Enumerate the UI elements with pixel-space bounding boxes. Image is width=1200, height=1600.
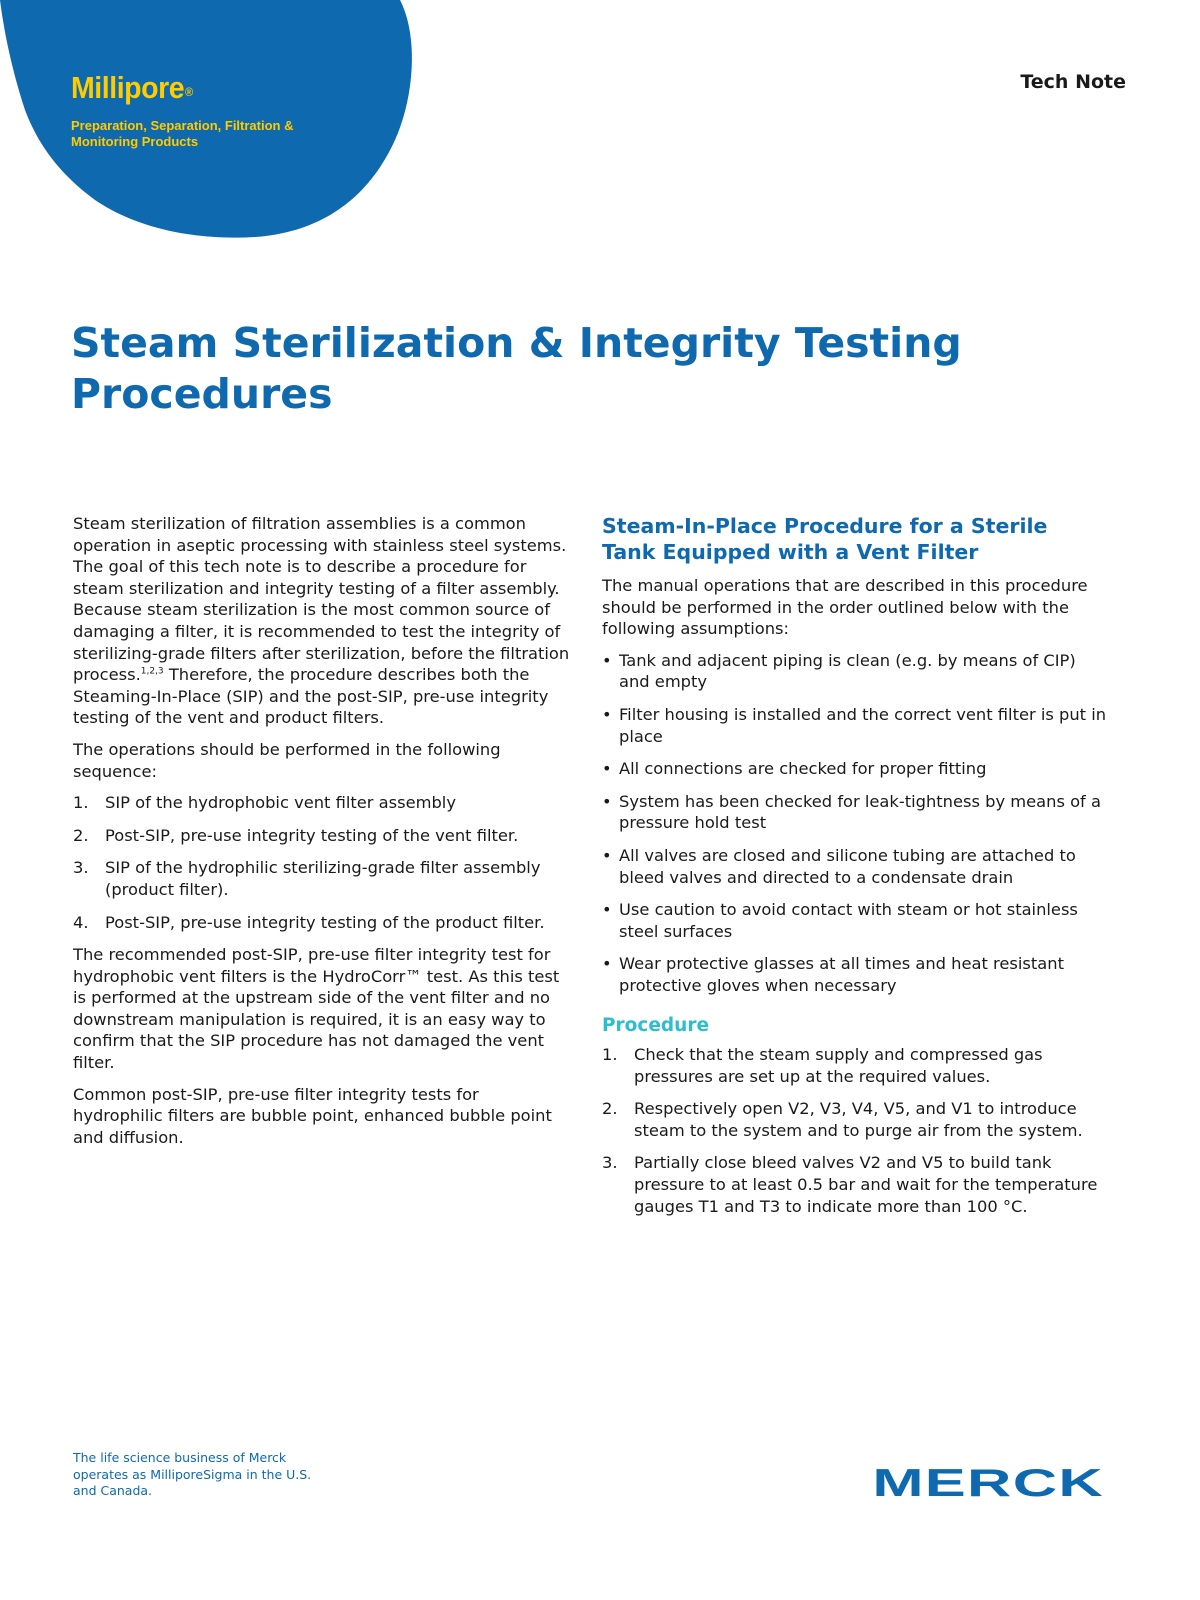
document-title: Steam Sterilization & Integrity Testing Procedures	[71, 319, 962, 418]
assumption-text: All valves are closed and silicone tubing are attached to bleed valves and directed to a condensate drain	[619, 845, 1076, 887]
procedure-step	[602, 1044, 1107, 1087]
step-number: 1.	[602, 1045, 618, 1065]
reference-superscript: 1,2,3	[140, 666, 164, 677]
bullet-icon: •	[602, 704, 612, 724]
assumption-item	[602, 845, 1107, 888]
brand-logo	[71, 70, 193, 106]
bullet-icon: •	[602, 900, 612, 920]
sequence-intro: The operations should be performed in the following sequence:	[73, 739, 501, 781]
step-number: 2.	[73, 825, 89, 845]
step-text: SIP of the hydrophilic sterilizing-grade filter assembly (product filter).	[105, 858, 541, 899]
intro-text-continued: Therefore, the procedure describes both the Steaming-In-Place (SIP) and the post-SIP, pre-use integrity testing of the vent and product filters.	[73, 665, 549, 728]
step-number: 2.	[602, 1099, 618, 1119]
sequence-step	[73, 825, 573, 847]
step-text: Check that the steam supply and compressed gas pressures are set up at the required values.	[634, 1045, 1043, 1086]
sequence-step	[73, 857, 573, 900]
procedure-step	[602, 1152, 1107, 1217]
intro-text: Steam sterilization of filtration assemblies is a common operation in aseptic processing with stainless steel systems. The goal of this tech note is to describe a procedure for steam sterilization and integrity testing of a filter assembly. Because steam sterilization is the most common source of damaging a filter, it is recommended to test the integrity of sterilizing-grade filters after sterilization, before the filtration process.	[73, 514, 570, 685]
assumption-text: Wear protective glasses at all times and heat resistant protective gloves when necessary	[619, 954, 1064, 995]
assumption-item	[602, 650, 1107, 693]
procedure-title: Procedure	[602, 1014, 709, 1036]
step-number: 3.	[73, 858, 89, 878]
assumptions-list	[602, 650, 1107, 997]
bullet-icon: •	[602, 650, 612, 670]
step-number: 1.	[73, 793, 89, 813]
section-intro: The manual operations that are described in this procedure should be performed in the order outlined below with the following assumptions:	[602, 576, 1088, 639]
bullet-icon: •	[602, 759, 612, 779]
sequence-list	[73, 792, 573, 933]
assumption-item	[602, 899, 1107, 942]
brand-tagline: Preparation, Separation, Filtration & Monitoring Products	[71, 118, 294, 149]
assumption-item	[602, 953, 1107, 996]
step-number: 4.	[73, 912, 89, 932]
intro-paragraph	[73, 513, 573, 729]
section-title: Steam-In-Place Procedure for a Sterile Tank Equipped with a Vent Filter	[602, 514, 1048, 564]
brand-name: Millipore	[71, 70, 185, 105]
sequence-step	[73, 792, 573, 814]
assumption-item	[602, 758, 1107, 780]
procedure-step	[602, 1098, 1107, 1141]
assumption-text: Filter housing is installed and the correct vent filter is put in place	[619, 704, 1107, 746]
footer-note: The life science business of Merck operates as MilliporeSigma in the U.S. and Canada.	[73, 1450, 312, 1498]
bullet-icon: •	[602, 845, 612, 865]
step-text: Respectively open V2, V3, V4, V5, and V1 to introduce steam to the system and to purge air from the system.	[634, 1099, 1083, 1140]
assumption-text: Use caution to avoid contact with steam or hot stainless steel surfaces	[619, 900, 1078, 941]
procedure-list	[602, 1044, 1107, 1217]
step-text: SIP of the hydrophobic vent filter assembly	[105, 793, 456, 813]
assumption-text: All connections are checked for proper fitting	[619, 759, 987, 779]
registered-mark: ®	[185, 85, 193, 99]
bullet-icon: •	[602, 791, 612, 811]
sequence-step	[73, 912, 573, 934]
common-tests-paragraph: Common post-SIP, pre-use filter integrity tests for hydrophilic filters are bubble point, enhanced bubble point and diffusion.	[73, 1084, 552, 1147]
step-text: Post-SIP, pre-use integrity testing of the product filter.	[105, 912, 545, 932]
assumption-text: System has been checked for leak-tightness by means of a pressure hold test	[619, 791, 1101, 833]
step-text: Partially close bleed valves V2 and V5 to build tank pressure to at least 0.5 bar and wait for the temperature gauges T1 and T3 to indicate more than 100 °C.	[634, 1153, 1098, 1216]
step-text: Post-SIP, pre-use integrity testing of the vent filter.	[105, 825, 519, 845]
hydrocorr-paragraph: The recommended post-SIP, pre-use filter integrity test for hydrophobic vent filters is the HydroCorr™ test. As this test is performed at the upstream side of the vent filter and no downstream manipulation is required, it is an easy way to confirm that the SIP procedure has not damaged the vent filter.	[73, 945, 560, 1073]
bullet-icon: •	[602, 954, 612, 974]
left-column	[73, 513, 573, 1158]
assumption-item	[602, 704, 1107, 747]
doc-type-label: Tech Note	[1020, 71, 1126, 93]
step-number: 3.	[602, 1153, 618, 1173]
assumption-item	[602, 791, 1107, 834]
merck-logo: MERCK	[872, 1461, 1104, 1506]
right-column	[602, 513, 1107, 1228]
assumption-text: Tank and adjacent piping is clean (e.g. by means of CIP) and empty	[619, 650, 1076, 692]
